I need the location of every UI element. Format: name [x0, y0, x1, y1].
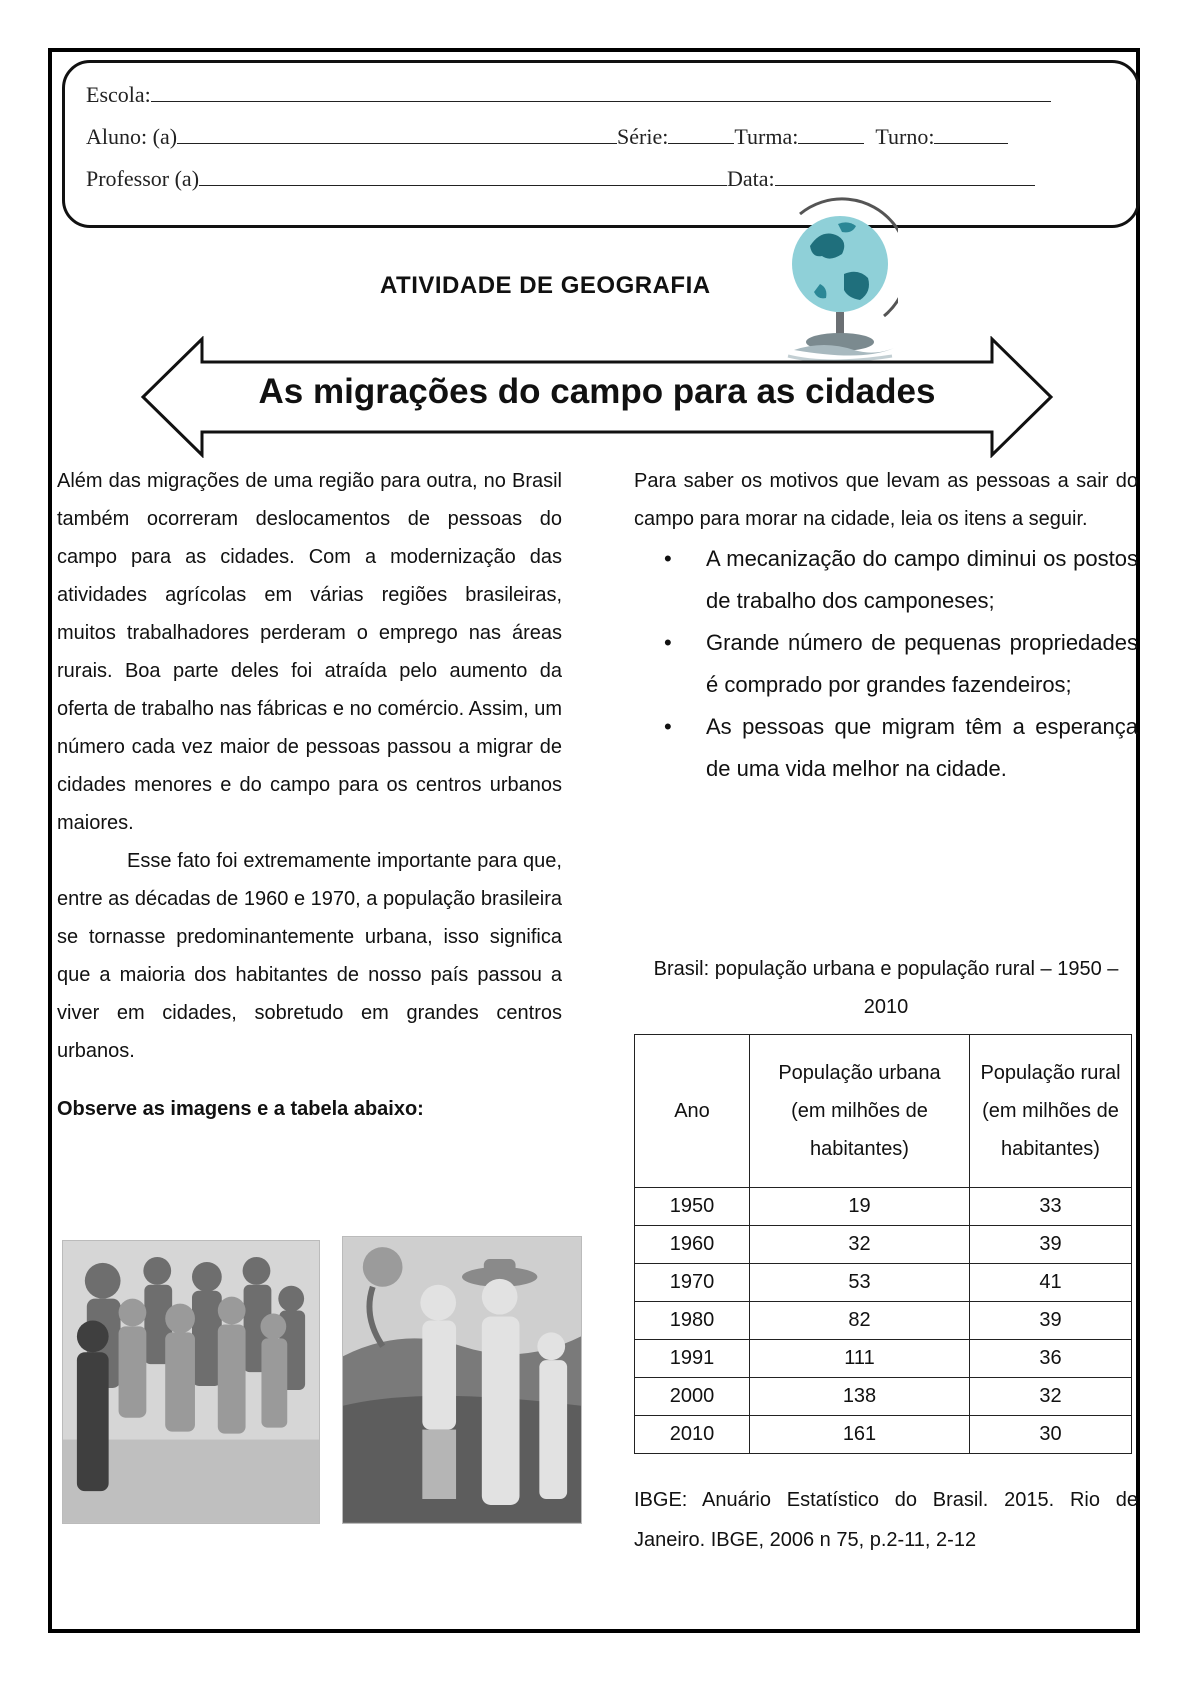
right-column — [634, 462, 1138, 790]
cell-rural: 33 — [970, 1188, 1132, 1226]
table-row — [635, 1340, 1132, 1378]
reasons-list — [634, 538, 1138, 790]
class-field[interactable] — [798, 125, 864, 144]
right-intro: Para saber os motivos que levam as pessoas a sair do campo para morar na cidade, leia os itens a seguir. — [634, 470, 1138, 530]
cell-rural: 39 — [970, 1302, 1132, 1340]
date-label: Data: — [727, 166, 775, 191]
reason-item: • A mecanização do campo diminui os postos de trabalho dos camponeses; — [634, 538, 1138, 622]
cell-rural: 41 — [970, 1264, 1132, 1302]
header-year: Ano — [635, 1035, 750, 1188]
table-caption: Brasil: população urbana e população rural – 1950 – 2010 — [653, 958, 1119, 1018]
cell-year: 1991 — [635, 1340, 750, 1378]
cell-rural: 39 — [970, 1226, 1132, 1264]
grade-label: Série: — [617, 124, 669, 149]
school-label: Escola: — [86, 82, 151, 107]
cell-year: 1980 — [635, 1302, 750, 1340]
table-row — [635, 1378, 1132, 1416]
observe-instruction: Observe as imagens e a tabela abaixo: — [57, 1098, 424, 1120]
rural-family-illustration — [342, 1236, 582, 1524]
cell-urban: 82 — [750, 1302, 970, 1340]
banner-title: As migrações do campo para as cidades — [258, 372, 936, 411]
date-field[interactable] — [775, 167, 1035, 186]
teacher-label: Professor (a) — [86, 166, 200, 191]
paragraph-2: Esse fato foi extremamente importante para que, entre as décadas de 1960 e 1970, a população brasileira se tornasse predominantemente urbana, isso significa que a maioria dos habitantes de nosso país passou a viver em cidades, sobretudo em grandes centros urbanos. — [57, 850, 562, 1062]
activity-title: ATIVIDADE DE GEOGRAFIA — [380, 272, 711, 299]
shift-label: Turno: — [875, 124, 935, 149]
cell-urban: 19 — [750, 1188, 970, 1226]
cell-year: 1970 — [635, 1264, 750, 1302]
table-header-row — [635, 1035, 1132, 1188]
student-line — [86, 124, 1008, 150]
teacher-line — [86, 166, 1035, 192]
header-urban: População urbana (em milhões de habitantes) — [750, 1035, 970, 1188]
left-column — [57, 462, 562, 1128]
paragraph-1: Além das migrações de uma região para outra, no Brasil também ocorreram deslocamentos de pessoas do campo para as cidades. Com a modernização das atividades agrícolas em várias regiões brasileiras, muitos trabalhadores perderam o emprego nas áreas rurais. Boa parte deles foi atraída pelo aumento da oferta de trabalho nas fábricas e no comércio. Assim, um número cada vez maior de pessoas passou a migrar de cidades menores e do campo para os centros urbanos maiores. — [57, 470, 562, 834]
cell-urban: 111 — [750, 1340, 970, 1378]
reason-item: • Grande número de pequenas propriedades é comprado por grandes fazendeiros; — [634, 622, 1138, 706]
table-row — [635, 1188, 1132, 1226]
cell-year: 2000 — [635, 1378, 750, 1416]
cell-year: 1950 — [635, 1188, 750, 1226]
school-field[interactable] — [151, 83, 1051, 102]
table-row — [635, 1302, 1132, 1340]
cell-rural: 36 — [970, 1340, 1132, 1378]
cell-urban: 53 — [750, 1264, 970, 1302]
city-people-illustration — [62, 1240, 320, 1524]
shift-field[interactable] — [934, 125, 1008, 144]
reason-item: • As pessoas que migram têm a esperança de uma vida melhor na cidade. — [634, 706, 1138, 790]
class-label: Turma: — [734, 124, 799, 149]
student-field[interactable] — [177, 125, 617, 144]
table-source: IBGE: Anuário Estatístico do Brasil. 2015. Rio de Janeiro. IBGE, 2006 n 75, p.2-11, 2-12 — [634, 1489, 1138, 1551]
table-row — [635, 1226, 1132, 1264]
header-rural: População rural (em milhões de habitantes) — [970, 1035, 1132, 1188]
cell-rural: 30 — [970, 1416, 1132, 1454]
student-label: Aluno: (a) — [86, 124, 178, 149]
population-table — [634, 1034, 1132, 1454]
cell-rural: 32 — [970, 1378, 1132, 1416]
table-row — [635, 1416, 1132, 1454]
cell-year: 1960 — [635, 1226, 750, 1264]
cell-year: 2010 — [635, 1416, 750, 1454]
grade-field[interactable] — [668, 125, 734, 144]
table-row — [635, 1264, 1132, 1302]
cell-urban: 138 — [750, 1378, 970, 1416]
cell-urban: 161 — [750, 1416, 970, 1454]
school-line — [86, 82, 1051, 108]
cell-urban: 32 — [750, 1226, 970, 1264]
teacher-field[interactable] — [199, 167, 727, 186]
